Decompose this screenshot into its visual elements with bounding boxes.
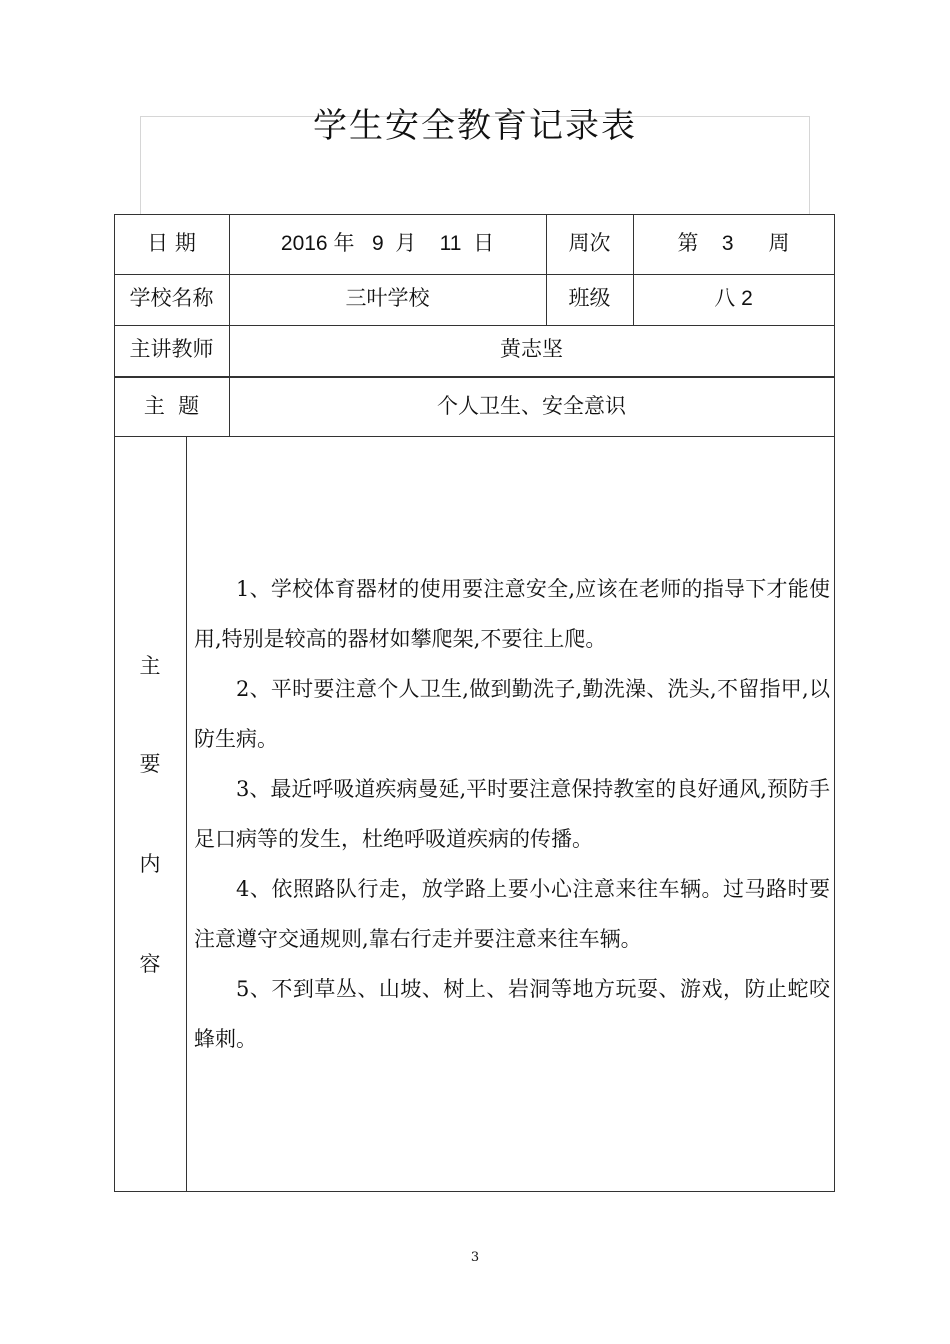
teacher-label: 主讲教师 [129, 337, 214, 361]
content-paragraph: 5、不到草丛、山坡、树上、岩洞等地方玩耍、游戏，防止蛇咬蜂刺。 [194, 977, 830, 1051]
content-paragraph: 1、学校体育器材的使用要注意安全,应该在老师的指导下才能使用,特别是较高的器材如攀爬架,不要往上爬。 [194, 577, 830, 651]
content-paragraph: 3、最近呼吸道疾病曼延,平时要注意保持教室的良好通风,预防手足口病等的发生，杜绝呼吸道疾病的传播。 [194, 777, 830, 851]
content-label-char: 内 [139, 852, 161, 876]
page-number: 3 [470, 1250, 480, 1265]
class-label: 班级 [568, 286, 611, 310]
content-label-char: 要 [139, 752, 161, 776]
content-body [194, 564, 830, 1064]
week-label: 周次 [568, 231, 611, 255]
content-label-char: 主 [139, 654, 161, 678]
date-label: 日 期 [147, 231, 196, 255]
content-paragraph: 2、平时要注意个人卫生,做到勤洗子,勤洗澡、洗头,不留指甲,以防生病。 [194, 677, 830, 751]
week-value: 第 3 周 [677, 232, 790, 255]
class-value: 八 2 [714, 287, 753, 310]
school-value: 三叶学校 [345, 286, 430, 310]
school-label: 学校名称 [129, 286, 214, 310]
page-title: 学生安全教育记录表 [313, 106, 637, 146]
content-label-char: 容 [139, 952, 161, 976]
teacher-value: 黄志坚 [500, 337, 563, 361]
content-paragraph: 4、依照路队行走，放学路上要小心注意来往车辆。过马路时要注意遵守交通规则,靠右行走并要注意来往车辆。 [194, 877, 830, 951]
topic-value: 个人卫生、安全意识 [437, 394, 626, 418]
topic-label: 主 题 [143, 394, 200, 418]
date-value: 2016 年 9 月 11 日 [280, 232, 495, 255]
